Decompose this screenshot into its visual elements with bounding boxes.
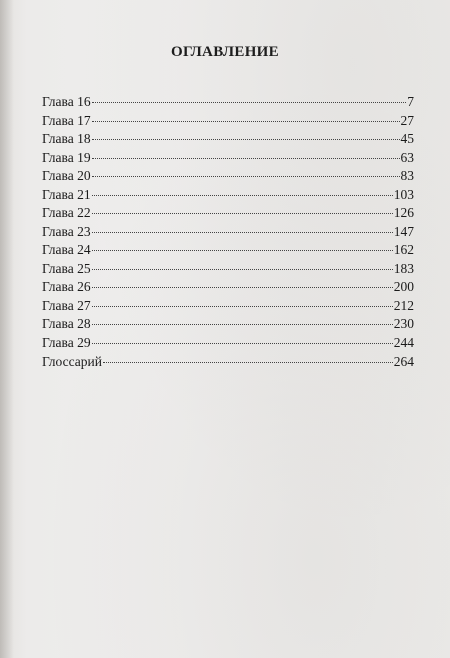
toc-entry-chapter-20: [42, 168, 414, 187]
toc-entry-label: Глава 23: [42, 223, 91, 239]
toc-entry-page: 63: [400, 149, 414, 165]
dot-leader: [92, 232, 393, 233]
dot-leader: [92, 250, 393, 251]
toc-entry-page: 7: [407, 94, 414, 109]
spine-shadow: [0, 0, 14, 658]
toc-entry-chapter-16: [42, 94, 414, 113]
dot-leader: [92, 195, 393, 196]
toc-entry-chapter-26: [42, 279, 414, 298]
dot-leader: [92, 176, 400, 177]
toc-entry-chapter-29: [42, 335, 414, 354]
toc-entry-chapter-18: [42, 131, 414, 150]
table-of-contents: [42, 94, 414, 353]
toc-entry-chapter-17: [42, 113, 414, 132]
toc-entry-page: 126: [393, 205, 414, 220]
toc-entry-chapter-22: [42, 205, 414, 224]
toc-entry-page: 45: [400, 131, 414, 146]
dot-leader: [92, 139, 400, 140]
toc-entry-page: 83: [400, 168, 414, 183]
toc-entry-page: 183: [393, 260, 414, 276]
toc-entry-label: Глава 21: [42, 186, 91, 202]
toc-entry-label: Глава 22: [42, 205, 91, 220]
toc-entry-label: Глава 16: [42, 94, 91, 109]
toc-entry-chapter-19: [42, 150, 414, 169]
toc-entry-page: 212: [393, 297, 414, 313]
toc-entry-page: 103: [393, 186, 414, 202]
toc-entry-chapter-23: [42, 224, 414, 243]
toc-entry-chapter-21: [42, 187, 414, 206]
toc-entry-label: Глава 27: [42, 297, 91, 313]
toc-entry-label: Глава 17: [42, 112, 91, 128]
toc-entry-label: Глава 20: [42, 168, 91, 183]
dot-leader: [92, 213, 393, 214]
toc-entry-glossary: [42, 354, 414, 373]
toc-entry-label: Глава 25: [42, 260, 91, 276]
toc-entry-chapter-24: [42, 242, 414, 261]
dot-leader: [92, 121, 400, 122]
page-title: ОГЛАВЛЕНИЕ: [171, 44, 279, 60]
toc-entry-label: Глава 24: [42, 242, 91, 257]
dot-leader: [92, 158, 400, 159]
dot-leader: [92, 102, 407, 103]
toc-entry-page: 147: [393, 223, 414, 239]
toc-entry-label: Глоссарий: [42, 354, 102, 369]
toc-entry-chapter-28: [42, 316, 414, 335]
dot-leader: [92, 306, 393, 307]
toc-entry-page: 162: [393, 242, 414, 257]
dot-leader: [92, 269, 393, 270]
toc-entry-page: 27: [400, 112, 414, 128]
toc-entry-label: Глава 28: [42, 316, 91, 331]
dot-leader: [103, 362, 393, 363]
dot-leader: [92, 343, 393, 344]
toc-entry-page: 230: [393, 316, 414, 331]
toc-entry-chapter-27: [42, 298, 414, 317]
dot-leader: [92, 287, 393, 288]
toc-entry-page: 244: [393, 334, 414, 350]
toc-entry-page: 200: [393, 279, 414, 294]
dot-leader: [92, 324, 393, 325]
toc-entry-label: Глава 26: [42, 279, 91, 294]
toc-entry-chapter-25: [42, 261, 414, 280]
toc-entry-label: Глава 19: [42, 149, 91, 165]
toc-entry-label: Глава 29: [42, 334, 91, 350]
toc-entry-page: 264: [393, 354, 414, 369]
toc-entry-label: Глава 18: [42, 131, 91, 146]
